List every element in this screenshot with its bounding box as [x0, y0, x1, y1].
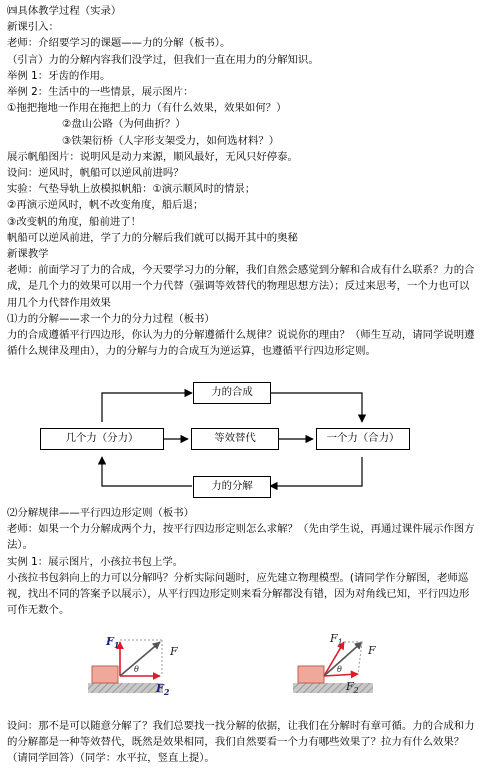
text-line: 举例 2：生活中的一些情景，展示图片： — [7, 86, 194, 99]
box-decomposition: 力的分解 — [193, 476, 271, 498]
figure-right — [293, 632, 376, 695]
label-f2-left: $F_2$ — [156, 682, 170, 697]
text-line: ③改变帆的角度，船前进了！ — [7, 215, 142, 228]
text-line: 举例 1：牙齿的作用。 — [7, 69, 111, 82]
text-paragraph: 力的合成遵循平行四边形，你认为力的分解遵循什么规律？说说你的理由？（师生互动，请同学说明遵循什么规律及理由），力的分解与力的合成互为逆运算，也遵循平行四边形定则。 — [7, 329, 475, 358]
box-equivalent: 等效替代 — [191, 428, 279, 450]
closing-section — [7, 718, 479, 767]
block-left — [92, 666, 118, 683]
label-f1-right: $F_1$ — [330, 632, 343, 647]
text-paragraph: 小孩拉书包斜向上的力可以分解吗？分析实际问题时，应先建立物理模型。(请同学作分解图，老师巡视，找出不同的答案予以展示），从平行四边形定则来看分解都没有错，因为对角线已知，平行四边形可作无数个。 — [7, 571, 470, 617]
figure-left — [88, 635, 178, 697]
ground-right — [293, 683, 373, 693]
label-f-left: F — [170, 645, 178, 658]
text-line: 帆船可以逆风前进，学了力的分解后我们就可以揭开其中的奥秘 — [7, 231, 298, 244]
rule-section — [7, 505, 479, 618]
text-line: ②再演示逆风时，帆不改变角度，船后退； — [7, 199, 204, 212]
label-theta-left: θ — [134, 665, 139, 674]
text-line: 实例 1：展示图片，小孩拉书包上学。 — [7, 555, 184, 568]
label-f1-left: $F_1$ — [106, 635, 120, 650]
text-paragraph: 老师：如果一个力分解成两个力，按平行四边形定则怎么求解？（先由学生说，再通过课件展示作图方法）。 — [7, 523, 475, 552]
arrow-to-synthesis — [102, 393, 192, 422]
text-line: ②盘山公路（为何曲折？） — [62, 118, 186, 131]
document-body — [7, 3, 479, 359]
arrow-to-decomposition — [270, 457, 362, 486]
section-heading: ㈣具体教学过程（实录） — [7, 5, 122, 17]
text-line: ⑵分解规律——平行四边形定则（板书） — [7, 507, 195, 519]
text-line: 老师：介绍要学习的课题——力的分解（板书）。 — [7, 37, 231, 50]
box-synthesis: 力的合成 — [193, 382, 271, 404]
arrow-decomposition-to-components — [102, 457, 192, 486]
label-theta-right: θ — [337, 665, 342, 674]
text-line: ①拖把拖地一作用在拖把上的力（有什么效果，效果如何？） — [7, 102, 287, 115]
text-paragraph: 设问：那不是可以随意分解了？我们总要找一找分解的依据，让我们在分解时有章可循。力的合成和力的分解都是一种等效替代，既然是效果相同，我们自然要看一个力有哪些效果了？拉力有什么效果？（请同学回答）（同学：水平拉，竖直上提）。 — [7, 720, 475, 765]
text-paragraph: 老师：前面学习了力的合成，今天要学习力的分解，我们自然会感觉到分解和合成有什么联系？力的合成，是几个力的效果可以用一个力代替（强调等效替代的物理思想方法）；反过来思考，一个力也可以用几个力代替作用效果 — [7, 264, 475, 309]
label-f2-right: $F_2$ — [346, 680, 359, 695]
text-line: ③铁架衍桥（人字形支架受力，如何选材料？） — [62, 134, 280, 147]
arrow-f-left — [120, 642, 160, 676]
text-line: 设问：逆风时，帆船可以逆风前进吗？ — [7, 167, 184, 180]
text-line: 展示帆船图片：说明风是动力来源，顺风最好，无风只好停泰。 — [7, 150, 298, 163]
force-figure-svg — [0, 628, 485, 716]
text-line: ⑴力的分解——求一个力的分力过程（板书） — [7, 312, 215, 325]
box-resultant-force: 一个力（合力） — [316, 428, 410, 450]
label-f-right: F — [368, 644, 376, 657]
arrow-f2-right — [324, 674, 358, 676]
parallelogram-side-right — [358, 642, 362, 674]
intro-heading: 新课引入： — [7, 21, 59, 34]
box-component-forces: 几个力（分力） — [40, 428, 164, 450]
text-line: （引言）力的分解内容我们没学过，但我们一直在用力的分解知识。 — [7, 53, 319, 66]
new-lesson-heading: 新课教学 — [7, 248, 49, 261]
ground-left — [88, 683, 163, 693]
arrow-f-right — [324, 642, 362, 676]
block-right — [298, 666, 324, 683]
flow-diagram — [0, 370, 485, 502]
arrow-synthesis-to-resultant — [270, 393, 362, 422]
force-figures — [0, 628, 485, 716]
text-line: 实验：气垫导轨上放模拟帆船：①演示顺风时的情景； — [7, 183, 256, 196]
